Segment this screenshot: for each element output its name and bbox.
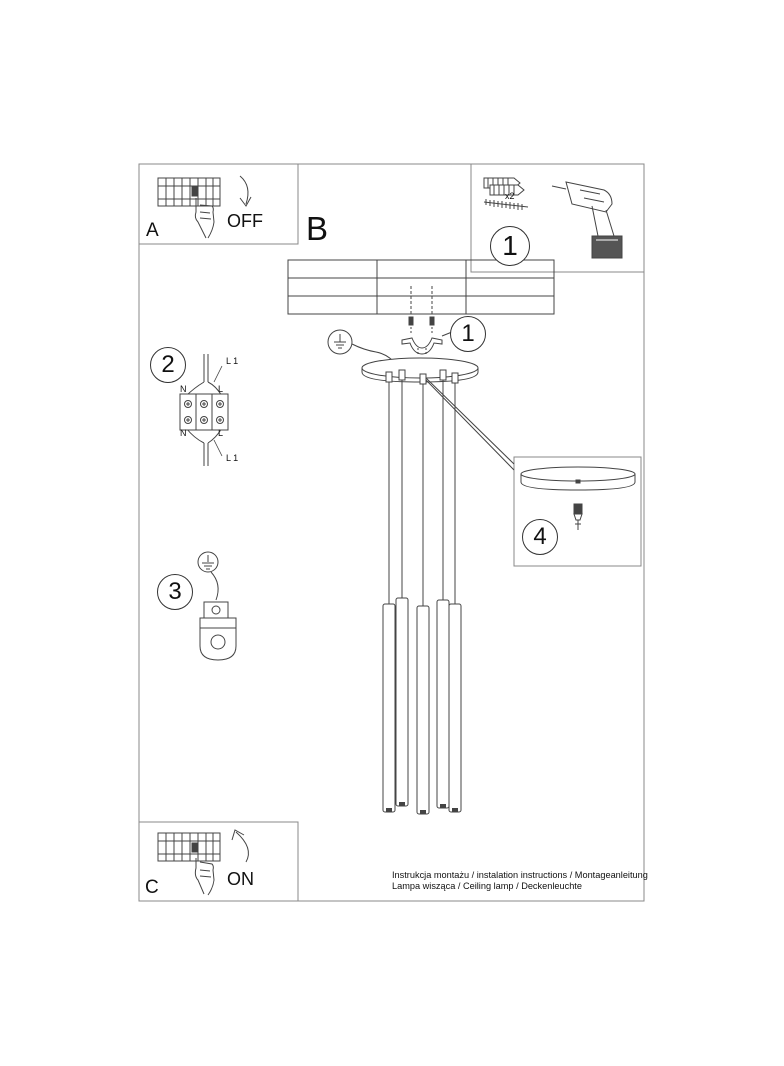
wire-label-n-top: N [180, 384, 187, 394]
wall-plugs-icon [484, 178, 524, 195]
arrow-up-icon [236, 832, 248, 862]
step-1-badge: 1 [490, 226, 530, 266]
pendant-tube-1 [383, 604, 395, 812]
panel-a-off-label: OFF [227, 211, 263, 231]
panel-a-letter: A [146, 220, 159, 241]
pendant-tube-2 [396, 598, 408, 806]
panel-c-letter: C [145, 877, 159, 898]
wire-label-l1-bottom: L 1 [226, 453, 239, 463]
pendant-tubes [383, 598, 461, 814]
panel-b-letter: B [306, 210, 329, 247]
footer-line-2: Lampa wisząca / Ceiling lamp / Deckenleuchte [392, 881, 582, 891]
terminal-block-icon [180, 354, 228, 466]
suspension-cables [389, 380, 455, 606]
quantity-label: x2 [505, 191, 515, 201]
hand-c-icon [195, 858, 214, 895]
pendant-tube-4 [437, 600, 449, 808]
wire-label-l-top: L [218, 384, 224, 394]
switch-box-a-icon [158, 178, 220, 206]
wire-label-n-bottom: N [180, 428, 187, 438]
switch-box-c-icon [158, 833, 220, 861]
footer-line-1: Instrukcja montażu / instalation instructions / Montageanleitung [392, 870, 648, 880]
panel-c-on-label: ON [227, 869, 254, 889]
wire-label-l-bottom: L [218, 428, 224, 438]
step-4-badge: 4 [522, 519, 558, 555]
step-1-bracket-badge: 1 [450, 316, 486, 352]
fixing-screws-icon [411, 286, 432, 316]
earth-clamp-icon [198, 552, 236, 660]
wire-label-l1-top: L 1 [226, 356, 239, 366]
pendant-tube-3 [417, 606, 429, 814]
mounting-bracket-icon [402, 338, 442, 354]
step-3-badge: 3 [157, 574, 193, 610]
ceiling-icon [288, 260, 554, 314]
drill-icon [552, 182, 622, 258]
step-2-badge: 2 [150, 347, 186, 383]
pendant-tube-5 [449, 604, 461, 812]
